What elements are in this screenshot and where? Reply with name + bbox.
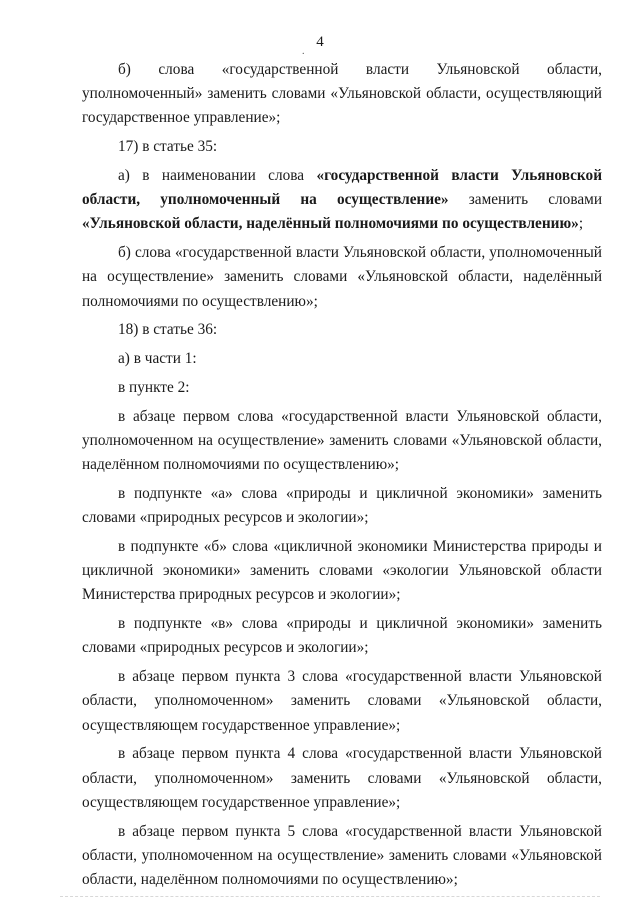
paragraph bbox=[82, 164, 602, 237]
paragraph: б) слова «государственной власти Ульяновской области, уполномоченный» заменить словами «Ульяновской области, осуществляющий государственное управление»; bbox=[82, 61, 602, 127]
paragraph-text: заменить словами bbox=[448, 191, 603, 209]
paragraph: в подпункте «б» слова «цикличной экономики Министерства природы и цикличной экономики» заменить словами «экологии Ульяновской области Министерства природных ресурсов и экологии»; bbox=[82, 538, 602, 604]
bold-phrase: «Ульяновской области, наделённый полномочиями по осуществлению» bbox=[82, 215, 579, 233]
paragraph: в подпункте «в» слова «природы и цикличной экономики» заменить словами «природных ресурсов и экологии»; bbox=[82, 615, 602, 657]
paragraph: в подпункте «а» слова «природы и цикличной экономики» заменить словами «природных ресурсов и экологии»; bbox=[82, 485, 602, 527]
paragraph: 17) в статье 35: bbox=[118, 138, 218, 156]
bold-phrase: «государственной власти Ульяновской области, уполномоченный на осуществление» bbox=[82, 167, 603, 209]
paragraph: 18) в статье 36: bbox=[118, 321, 218, 339]
scan-mark: . bbox=[302, 46, 305, 57]
paragraph: в абзаце первом пункта 3 слова «государственной власти Ульяновской области, уполномоченном» заменить словами «Ульяновской области, осуществляющем государственное управление»; bbox=[82, 668, 602, 734]
scan-edge-line bbox=[60, 895, 600, 897]
paragraph: а) в части 1: bbox=[118, 350, 197, 368]
paragraph-text: ; bbox=[578, 215, 584, 233]
paragraph: в пункте 2: bbox=[118, 379, 190, 396]
paragraph: в абзаце первом слова «государственной власти Ульяновской области, уполномоченном на осуществление» заменить словами «Ульяновской области, наделённом полномочиями по осуществлению»; bbox=[82, 407, 602, 474]
document-body bbox=[82, 58, 602, 892]
paragraph: б) слова «государственной власти Ульяновской области, уполномоченный на осуществление» заменить словами «Ульяновской области, наделённый полномочиями по осуществлению»; bbox=[82, 244, 602, 310]
paragraph: в абзаце первом пункта 5 слова «государственной власти Ульяновской области, уполномоченном на осуществление» заменить словами «Ульяновской области, наделённом полномочиями по осуществлению»; bbox=[82, 822, 602, 889]
page-number: 4 bbox=[316, 34, 324, 50]
paragraph: в абзаце первом пункта 4 слова «государственной власти Ульяновской области, уполномоченном» заменить словами «Ульяновской области, осуществляющем государственное управление»; bbox=[82, 745, 602, 811]
paragraph-text: а) в наименовании слова bbox=[118, 167, 317, 184]
